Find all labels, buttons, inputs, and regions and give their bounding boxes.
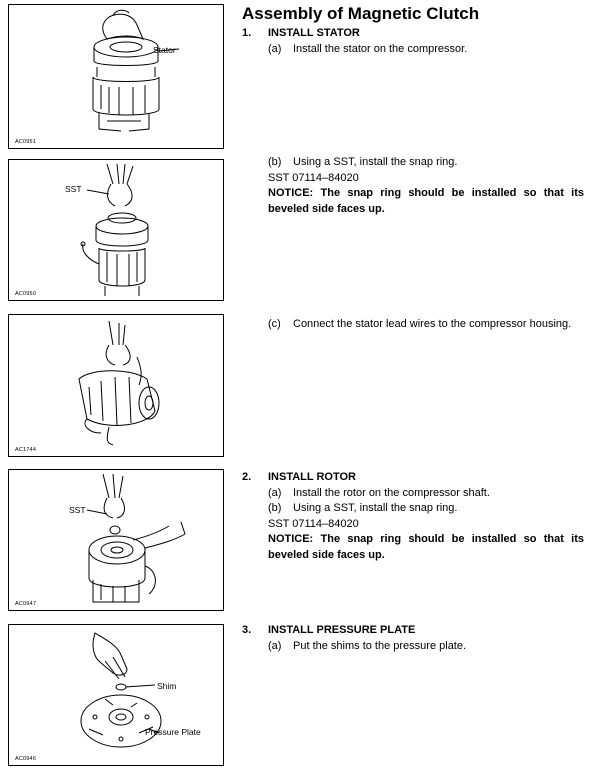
substep [242, 317, 584, 333]
notice [242, 532, 584, 563]
rotor-illustration [9, 470, 223, 610]
substep-label: (c) [268, 318, 281, 330]
substep [242, 639, 584, 655]
figure-id: AC1744 [15, 447, 37, 453]
substep-text: Using a SST, install the snap ring. [293, 502, 458, 514]
step-install-stator [242, 26, 584, 57]
substep-label: (a) [268, 42, 282, 55]
step-snap-ring [242, 155, 584, 217]
substep [242, 155, 584, 171]
step-title: INSTALL STATOR [268, 27, 360, 39]
substep [242, 42, 584, 58]
step-number: 2. [242, 471, 252, 483]
substep-text: Using a SST, install the snap ring. [293, 156, 458, 168]
substep-label: (a) [268, 486, 282, 499]
sst-callout: SST [65, 184, 82, 194]
figure-install-snap-ring [8, 159, 224, 301]
figure-id: AC0946 [15, 756, 37, 762]
step-heading [242, 470, 584, 486]
figure-id: AC0947 [15, 601, 37, 607]
figure-id: AC0950 [15, 291, 37, 297]
substep-text: Install the stator on the compressor. [293, 42, 468, 55]
step-install-pressure-plate [242, 623, 584, 654]
figure-id: AC0951 [15, 139, 37, 145]
step-title: INSTALL PRESSURE PLATE [268, 624, 416, 636]
substep-label: (b) [268, 156, 282, 168]
figure-install-stator [8, 4, 224, 149]
step-heading [242, 623, 584, 639]
lead-wires-illustration [9, 315, 223, 456]
notice-text: The snap ring should be installed so that its beveled side faces up. [268, 187, 584, 215]
snap-ring-illustration [9, 160, 223, 300]
notice-text: The snap ring should be installed so that its beveled side faces up. [268, 533, 584, 561]
substep-label: (a) [268, 639, 282, 652]
stator-illustration [9, 5, 223, 148]
figure-install-rotor [8, 469, 224, 611]
step-heading [242, 26, 584, 42]
pressure-plate-callout: Pressure Plate [145, 727, 201, 737]
substep-label: (b) [268, 502, 282, 514]
step-lead-wires [242, 317, 584, 333]
sst-number: SST 07114–84020 [268, 517, 359, 530]
figure-install-pressure-plate [8, 624, 224, 766]
page-title: Assembly of Magnetic Clutch [242, 4, 480, 23]
substep-text: Install the rotor on the compressor shaft. [293, 486, 490, 499]
step-number: 3. [242, 624, 252, 636]
sst-callout: SST [69, 505, 86, 515]
substep-text: Put the shims to the pressure plate. [293, 639, 467, 652]
substep [242, 501, 584, 517]
step-install-rotor [242, 470, 584, 563]
stator-callout: Stator [153, 45, 176, 55]
notice-label: NOTICE: [268, 187, 314, 199]
pressure-plate-illustration [9, 625, 223, 765]
step-title: INSTALL ROTOR [268, 471, 356, 483]
notice [242, 186, 584, 217]
substep-text: Connect the stator lead wires to the compressor housing. [293, 318, 572, 330]
shim-callout: Shim [157, 681, 177, 691]
notice-label: NOTICE: [268, 533, 314, 545]
figure-connect-lead-wires [8, 314, 224, 457]
step-number: 1. [242, 27, 252, 39]
sst-number: SST 07114–84020 [268, 171, 359, 184]
substep [242, 486, 584, 502]
